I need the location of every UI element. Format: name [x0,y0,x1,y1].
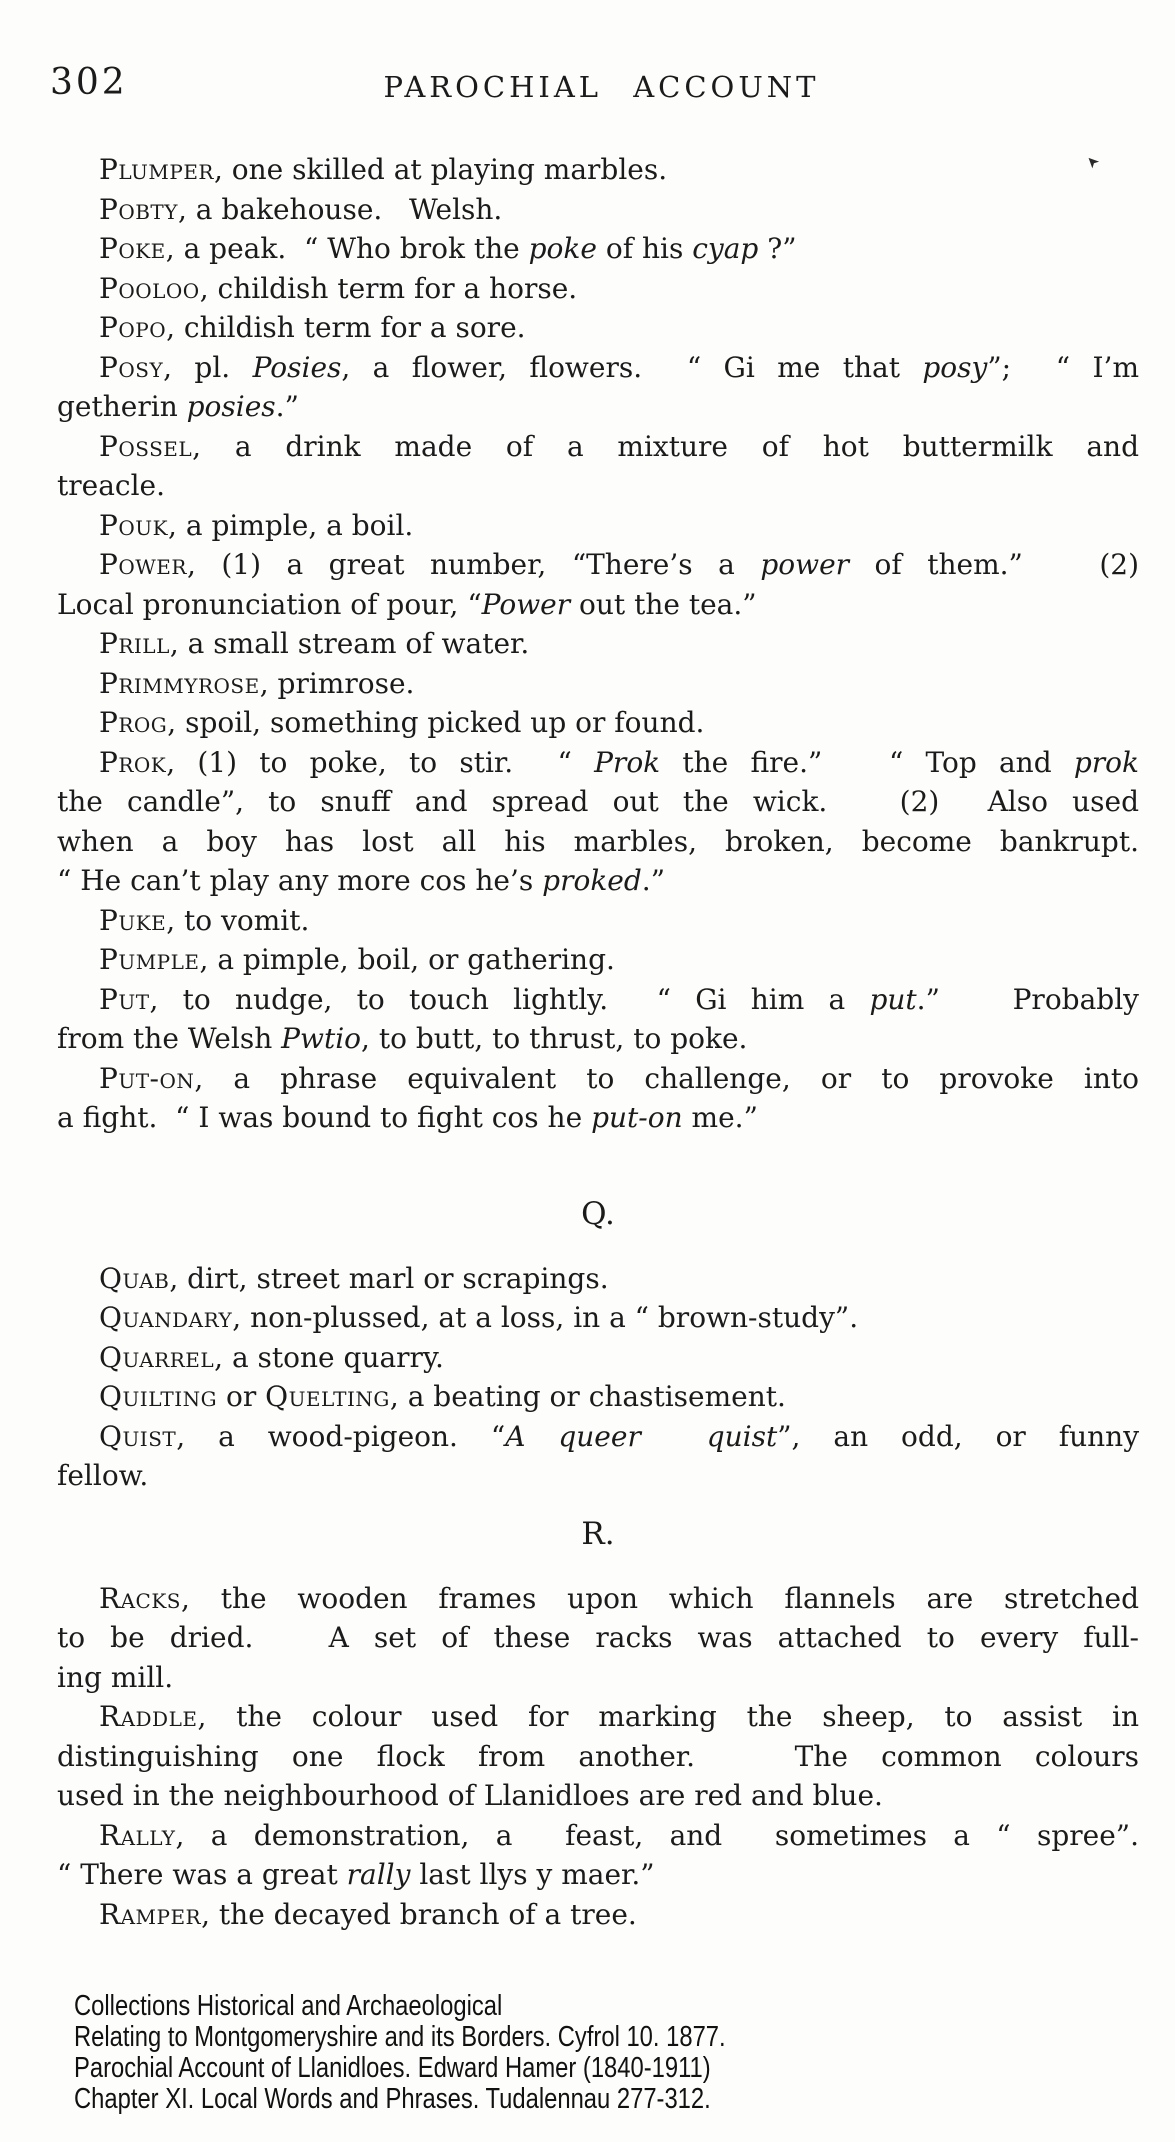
text-run: , primrose. [259,666,415,700]
text-line [57,1019,1139,1059]
headword: Pouk [99,508,169,542]
text-run: , spoil, something picked up or found. [167,706,705,739]
text-run: when a boy has lost all his marbles, broken, become bankrupt. [57,824,1139,858]
glossary-entry [57,348,1139,427]
headword: Prill [99,627,170,660]
italic-term: rally [346,1858,411,1891]
italic-term: prok [1073,745,1139,779]
text-line [57,861,1139,901]
headword: Pumple [99,943,200,976]
text-run: used in the neighbourhood of Llanidloes are red and blue. [57,1779,883,1812]
glossary-entry [57,506,1139,546]
text-line [57,387,1139,427]
text-line [57,1338,1139,1378]
citation-line: Relating to Montgomeryshire and its Borders. Cyfrol 10. 1877. [74,2021,726,2053]
text-line [57,150,1139,190]
text-run: ?” [758,232,797,265]
text-run: , a demonstration, a feast, and sometimes a “ spree”. [175,1818,1139,1852]
text-line [57,545,1139,585]
glossary-entry [57,308,1139,348]
ink-smudge-mark: ➤ [1081,151,1104,173]
headword: Put-on [99,1061,195,1095]
text-run: last llys y maer.” [410,1858,655,1891]
text-line [57,1737,1139,1777]
glossary-entry [57,743,1139,901]
italic-term: posies [186,390,276,423]
text-run: , a stone quarry. [214,1340,444,1374]
glossary-entry [57,1377,1139,1417]
text-line [57,1456,1139,1496]
text-run: , childish term for a sore. [166,311,526,344]
text-line [57,1098,1139,1138]
glossary-entry [57,901,1139,941]
text-run: , non-plussed, at a loss, in a “ brown-study”. [232,1301,859,1334]
text-run: , to vomit. [166,903,310,937]
glossary-entry [57,1338,1139,1378]
text-line [57,1298,1139,1338]
text-run: , a phrase equivalent to challenge, or to provoke into [194,1061,1139,1095]
text-run: fellow. [57,1459,149,1492]
text-line [57,308,1139,348]
text-line [57,1658,1139,1698]
text-line [57,1618,1139,1658]
text-line [57,782,1139,822]
glossary-section-p [57,150,1139,1138]
text-run: out the tea.” [570,587,757,621]
text-run: .” [275,390,299,423]
text-run: , to butt, to thrust, to poke. [361,1022,748,1055]
text-run: , a drink made of a mixture of hot buttermilk and [192,429,1139,463]
text-run: , the decayed branch of a tree. [201,1897,637,1931]
text-line [57,1855,1139,1895]
headword: Quarrel [99,1340,215,1374]
page-body [0,150,1175,1934]
citation-footer [74,1991,935,2115]
headword: Put [99,982,150,1016]
italic-term: cyap [692,232,759,265]
text-run: treacle. [57,469,166,502]
text-run: Local pronunciation of pour, “ [57,587,482,621]
text-run: of them.” (2) [849,548,1139,581]
text-line [57,1697,1139,1737]
headword: Pobty [99,192,178,226]
text-line [57,664,1139,704]
text-line [57,190,1139,230]
glossary-entry [57,1816,1139,1895]
headword: Primmyrose [99,666,260,700]
italic-term: Pwtio [281,1022,362,1055]
text-line [57,743,1139,783]
text-line [57,506,1139,546]
glossary-section-r [57,1514,1139,1935]
page-number: 302 [50,62,128,103]
text-run: , a bakehouse. Welsh. [177,192,503,226]
glossary-entry [57,980,1139,1059]
headword: Racks [99,1581,181,1615]
text-line [57,229,1139,269]
citation-line: Collections Historical and Archaeological [74,1990,503,2022]
text-line [57,980,1139,1020]
italic-term: Posies [252,350,342,384]
headword: Popo [99,311,167,344]
text-line [57,901,1139,941]
text-line [57,585,1139,625]
glossary-entry [57,1298,1139,1338]
headword: Prok [99,745,167,779]
text-line [57,1377,1139,1417]
running-title: PAROCHIAL ACCOUNT [383,70,820,104]
headword: Possel [99,429,193,463]
text-run: , pl. [163,350,253,384]
text-run: “ There was a great [57,1858,347,1891]
glossary-entry [57,545,1139,624]
italic-term: A queer quist [505,1419,778,1453]
text-line [57,269,1139,309]
headword: Plumper [99,153,214,186]
glossary-section-q [57,1194,1139,1496]
headword: Ramper [99,1897,202,1931]
glossary-entry [57,229,1139,269]
italic-term: put [869,982,917,1016]
text-run: , a beating or chastisement. [389,1380,786,1413]
text-line [57,1895,1139,1935]
text-line [57,1417,1139,1457]
text-run: ing mill. [57,1660,174,1694]
text-run: the candle”, to snuff and spread out the wick. (2) Also used [57,785,1139,818]
text-run: the fire.” “ Top and [660,745,1074,779]
text-run: , a small stream of water. [169,627,530,660]
glossary-entry [57,624,1139,664]
text-run: .” Probably [916,982,1139,1016]
text-line [57,1816,1139,1856]
italic-term: power [760,548,850,581]
glossary-entry [57,190,1139,230]
section-heading: R. [581,1515,615,1552]
citation-line: Chapter XI. Local Words and Phrases. Tudalennau 277-312. [74,2083,711,2115]
glossary-entry [57,1259,1139,1299]
italic-term: put-on [591,1101,683,1134]
citation-line: Parochial Account of Llanidloes. Edward Hamer (1840-1911) [74,2052,711,2084]
text-line [57,822,1139,862]
glossary-entry [57,1579,1139,1698]
text-run: of his [596,232,693,265]
headword: Puke [99,903,167,937]
text-run: , a flower, flowers. “ Gi me that [341,350,923,384]
text-run: or [217,1380,266,1413]
glossary-entry [57,269,1139,309]
text-line [57,624,1139,664]
glossary-entry [57,703,1139,743]
text-run: , (1) to poke, to stir. “ [166,745,595,779]
glossary-entry [57,940,1139,980]
glossary-entry [57,1417,1139,1496]
text-line [57,1776,1139,1816]
text-run: , (1) a great number, “There’s a [186,548,761,581]
text-run: to be dried. A set of these racks was attached to every full- [57,1621,1139,1654]
text-run: “ He can’t play any more cos he’s [57,864,543,897]
text-run: , dirt, street marl or scrapings. [169,1261,609,1295]
text-line [57,1059,1139,1099]
text-run: , childish term for a horse. [199,271,578,305]
italic-term: poke [528,232,597,265]
glossary-entry [57,1697,1139,1816]
glossary-entry [57,427,1139,506]
italic-term: proked [542,864,642,897]
headword: Poke [99,232,166,265]
headword: Quandary [99,1301,233,1334]
headword: Quelting [265,1380,390,1413]
text-line [57,348,1139,388]
text-run: from the Welsh [57,1022,282,1055]
text-run: .” [641,864,666,897]
headword: Rally [99,1818,176,1852]
text-line [57,427,1139,467]
text-run: , a peak. “ Who brok the [165,232,529,265]
text-line [57,703,1139,743]
text-line [57,940,1139,980]
text-run: distinguishing one flock from another. The common colours [57,1739,1139,1773]
section-heading: Q. [581,1195,615,1232]
text-line [57,1579,1139,1619]
glossary-entry [57,150,1139,190]
text-run: , the colour used for marking the sheep, to assist in [197,1700,1139,1733]
glossary-entry [57,1059,1139,1138]
text-line [57,1259,1139,1299]
text-run: , a pimple, a boil. [168,508,414,542]
headword: Quab [99,1261,170,1295]
text-run: , the wooden frames upon which flannels are stretched [180,1581,1139,1615]
text-run: getherin [57,390,187,423]
italic-term: posy [922,350,988,384]
headword: Quilting [99,1380,218,1413]
headword: Prog [99,706,168,739]
text-run: a fight. “ I was bound to fight cos he [57,1101,592,1134]
text-run: , a pimple, boil, or gathering. [199,943,615,976]
italic-term: Prok [594,745,661,779]
text-run: , to nudge, to touch lightly. “ Gi him a [149,982,870,1016]
headword: Power [99,548,187,581]
text-run: ”, an odd, or funny [777,1419,1140,1453]
text-run: me.” [682,1101,758,1134]
glossary-entry [57,664,1139,704]
headword: Posy [99,350,164,384]
headword: Pooloo [99,271,200,305]
text-run: , one skilled at playing marbles. [213,153,668,186]
headword: Raddle [99,1700,198,1733]
italic-term: Power [481,587,571,621]
headword: Quist [99,1419,177,1453]
glossary-entry [57,1895,1139,1935]
text-run: ”; “ I’m [987,350,1140,384]
text-line [57,466,1139,506]
text-run: , a wood-pigeon. “ [176,1419,506,1453]
